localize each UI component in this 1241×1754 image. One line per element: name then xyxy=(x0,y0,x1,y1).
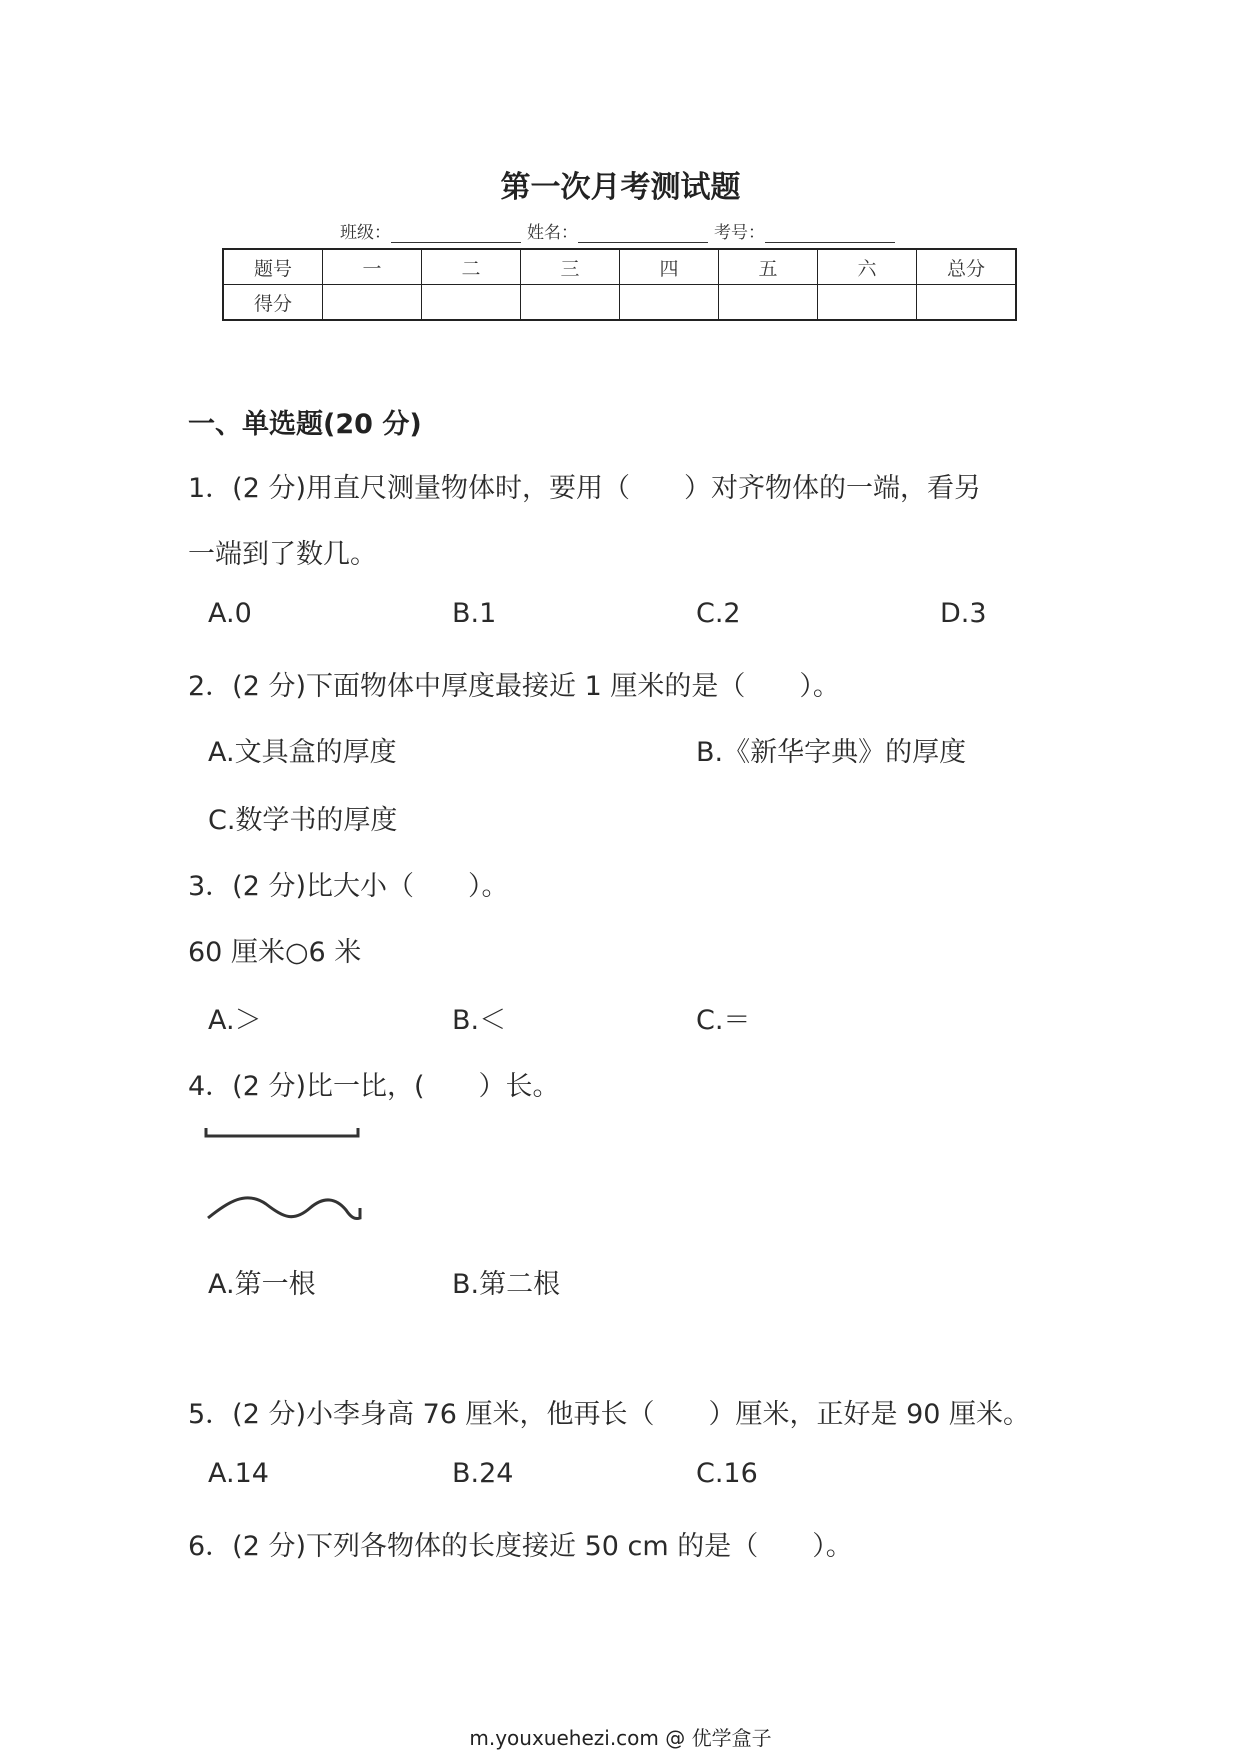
student-info xyxy=(340,218,901,243)
score-cell xyxy=(521,285,620,321)
header-cell: 四 xyxy=(620,249,719,285)
header-cell: 总分 xyxy=(917,249,1017,285)
header-cell: 一 xyxy=(323,249,422,285)
first-rope-straight xyxy=(206,1128,358,1136)
row-label-cell: 得分 xyxy=(223,285,323,321)
question-3-option-b: B.＜ xyxy=(452,1005,507,1036)
header-cell: 题号 xyxy=(223,249,323,285)
question-3-option-a: A.＞ xyxy=(208,1005,262,1036)
question-5-text: 5．(2 分)小李身高 76 厘米，他再长（ ）厘米，正好是 90 厘米。 xyxy=(188,1399,1031,1430)
score-cell xyxy=(323,285,422,321)
section-heading: 一、单选题(20 分) xyxy=(188,409,422,440)
score-cell xyxy=(422,285,521,321)
score-cell xyxy=(917,285,1017,321)
score-table xyxy=(222,248,1017,321)
question-1-option-c: C.2 xyxy=(696,598,741,629)
question-4-text: 4．(2 分)比一比，( ）长。 xyxy=(188,1071,560,1102)
question-3-text: 3．(2 分)比大小（ ）。 xyxy=(188,871,509,902)
page-title: 第一次月考测试题 xyxy=(500,170,741,205)
question-1-text: 1．(2 分)用直尺测量物体时，要用（ ）对齐物体的一端，看另 xyxy=(188,473,982,504)
class-blank xyxy=(391,224,521,243)
score-cell xyxy=(620,285,719,321)
question-1-text-cont: 一端到了数几。 xyxy=(188,539,377,570)
question-1-option-b: B.1 xyxy=(452,598,497,629)
score-table-header-row xyxy=(223,249,1016,285)
number-blank xyxy=(765,224,895,243)
question-6-text: 6．(2 分)下列各物体的长度接近 50 cm 的是（ ）。 xyxy=(188,1531,853,1562)
question-1-option-a: A.0 xyxy=(208,598,252,629)
question-2-option-b: B.《新华字典》的厚度 xyxy=(696,737,967,768)
question-1-option-d: D.3 xyxy=(940,598,987,629)
name-label: 姓名： xyxy=(527,223,578,243)
number-label: 考号： xyxy=(714,223,765,243)
name-blank xyxy=(578,224,708,243)
question-2-option-a: A.文具盒的厚度 xyxy=(208,737,397,768)
question-5-option-a: A.14 xyxy=(208,1458,269,1489)
header-cell: 六 xyxy=(818,249,917,285)
question-3-option-c: C.＝ xyxy=(696,1005,751,1036)
question-4-option-b: B.第二根 xyxy=(452,1269,561,1300)
header-cell: 三 xyxy=(521,249,620,285)
footer-watermark: m.youxuehezi.com @ 优学盒子 xyxy=(469,1726,772,1750)
question-4-option-a: A.第一根 xyxy=(208,1269,316,1300)
rope-comparison-figure xyxy=(200,1118,370,1238)
question-5-option-c: C.16 xyxy=(696,1458,758,1489)
question-3-expression: 60 厘米○6 米 xyxy=(188,937,362,968)
question-2-text: 2．(2 分)下面物体中厚度最接近 1 厘米的是（ ）。 xyxy=(188,671,840,702)
score-cell xyxy=(719,285,818,321)
header-cell: 五 xyxy=(719,249,818,285)
header-cell: 二 xyxy=(422,249,521,285)
question-5-option-b: B.24 xyxy=(452,1458,514,1489)
score-table-score-row xyxy=(223,285,1016,321)
question-2-option-c: C.数学书的厚度 xyxy=(208,805,398,836)
class-label: 班级： xyxy=(340,223,391,243)
score-cell xyxy=(818,285,917,321)
second-rope-wavy xyxy=(208,1198,360,1219)
